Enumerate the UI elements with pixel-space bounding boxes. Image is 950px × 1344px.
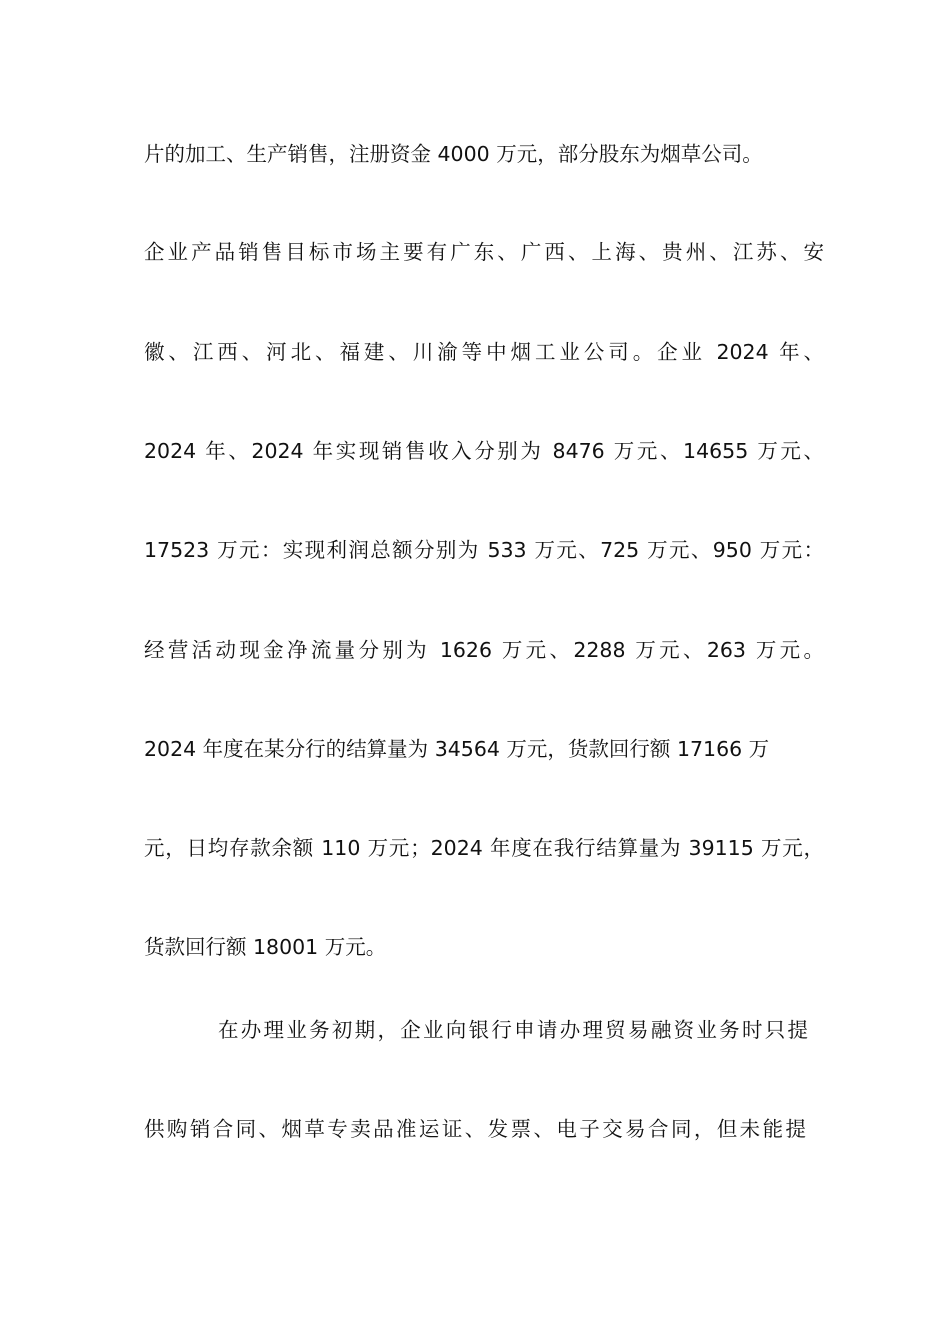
- paragraph-line-1: 片的加工、生产销售，注册资金 4000 万元，部分股东为烟草公司。: [144, 142, 763, 166]
- paragraph-line-3: 徽、江西、河北、福建、川渝等中烟工业公司。企业 2024 年、: [144, 340, 824, 364]
- paragraph-line-2: 企业产品销售目标市场主要有广东、广西、上海、贵州、江苏、安: [144, 240, 824, 264]
- paragraph-2-line-1: 在办理业务初期，企业向银行申请办理贸易融资业务时只提: [218, 1018, 808, 1042]
- paragraph-line-4: 2024 年、2024 年实现销售收入分别为 8476 万元、14655 万元、: [144, 439, 824, 463]
- paragraph-line-9: 货款回行额 18001 万元。: [144, 935, 387, 959]
- paragraph-line-7: 2024 年度在某分行的结算量为 34564 万元，货款回行额 17166 万: [144, 737, 770, 761]
- paragraph-line-8: 元，日均存款余额 110 万元；2024 年度在我行结算量为 39115 万元，: [144, 836, 824, 860]
- paragraph-line-6: 经营活动现金净流量分别为 1626 万元、2288 万元、263 万元。: [144, 638, 824, 662]
- paragraph-2-line-2: 供购销合同、烟草专卖品准运证、发票、电子交易合同，但未能提: [144, 1117, 806, 1141]
- paragraph-line-5: 17523 万元：实现利润总额分别为 533 万元、725 万元、950 万元：: [144, 538, 824, 562]
